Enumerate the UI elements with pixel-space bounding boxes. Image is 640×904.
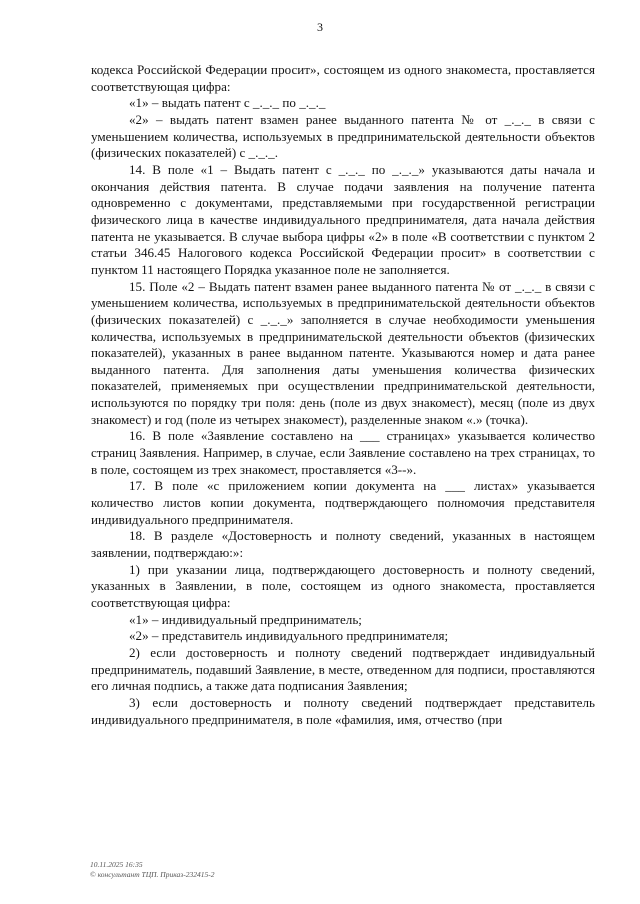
page-number: 3 bbox=[317, 20, 323, 34]
paragraph: кодекса Российской Федерации просит», состоящем из одного знакоместа, проставляется соответствующая цифра: bbox=[91, 62, 595, 94]
paragraph: «2» – представитель индивидуального предпринимателя; bbox=[129, 628, 449, 644]
paragraph: «1» – индивидуальный предприниматель; bbox=[129, 611, 362, 627]
footer-source: © консультант ТЦП. Приказ-232415-2 bbox=[90, 870, 215, 879]
document-body bbox=[91, 62, 595, 728]
paragraph: 3) если достоверность и полноту сведений подтверждает представитель индивидуального предпринимателя, в поле «фамилия, имя, отчество (при bbox=[91, 694, 595, 727]
paragraph: 1) при указании лица, подтверждающего достоверность и полноту сведений, указанных в Заявлении, в поле, состоящем из одного знакоместа, проставляется соответствующая цифра: bbox=[91, 561, 595, 610]
paragraph: 2) если достоверность и полноту сведений подтверждает индивидуальный предприниматель, подавший Заявление, в месте, отведенном для подписи, проставляются его личная подпись, а также дата подписания Заявления; bbox=[91, 644, 595, 694]
paragraph: 14. В поле «1 – Выдать патент с _._._ по _._._» указываются даты начала и окончания действия патента. В случае подачи заявления на получение патента одновременно с документами, представляемыми при государственной регистрации физического лица в качестве индивидуального предпринимателя, дата начала действия патента не указывается. В случае выбора цифры «2» в поле «В соответствии с пунктом 2 статьи 346.45 Налогового кодекса Российской Федерации просит» в соответствии с пунктом 11 настоящего Порядка указанное поле не заполняется. bbox=[91, 161, 595, 277]
document-footer bbox=[90, 860, 214, 880]
paragraph: «1» – выдать патент с _._._ по _._._ bbox=[129, 95, 326, 111]
paragraph: 18. В разделе «Достоверность и полноту сведений, указанных в настоящем заявлении, подтверждаю:»: bbox=[91, 528, 595, 561]
paragraph: 15. Поле «2 – Выдать патент взамен ранее выданного патента № от _._._ в связи с уменьшением количества, используемых в предпринимательской деятельности объектов (физических показателей) с _._._» заполняется в случае необходимости уменьшения количества, используемых в предпринимательской деятельности объектов (физических показателей), указанных в ранее выданном патенте. Указываются номер и дата ранее выданного патента. Для заполнения даты уменьшения количества физических показателей, применяемых при осуществлении предпринимательской деятельности, используются по порядку три поля: день (поле из двух знакомест), месяц (поле из двух знакомест) и год (поле из четырех знакомест), разделенные знаком «.» (точка). bbox=[91, 278, 595, 427]
paragraph: 16. В поле «Заявление составлено на ___ страницах» указывается количество страниц Заявления. Например, в случае, если Заявление составлено на трех страницах, то в поле, состоящем из трех знакомест, проставляется «3--». bbox=[91, 428, 595, 477]
paragraph: 17. В поле «с приложением копии документа на ___ листах» указывается количество листов копии документа, подтверждающего полномочия представителя индивидуального предпринимателя. bbox=[91, 478, 595, 527]
footer-timestamp: 10.11.2025 16:35 bbox=[90, 860, 143, 869]
paragraph: «2» – выдать патент взамен ранее выданного патента № от _._._ в связи с уменьшением количества, используемых в предпринимательской деятельности объектов (физических показателей) с _._._. bbox=[91, 111, 595, 161]
